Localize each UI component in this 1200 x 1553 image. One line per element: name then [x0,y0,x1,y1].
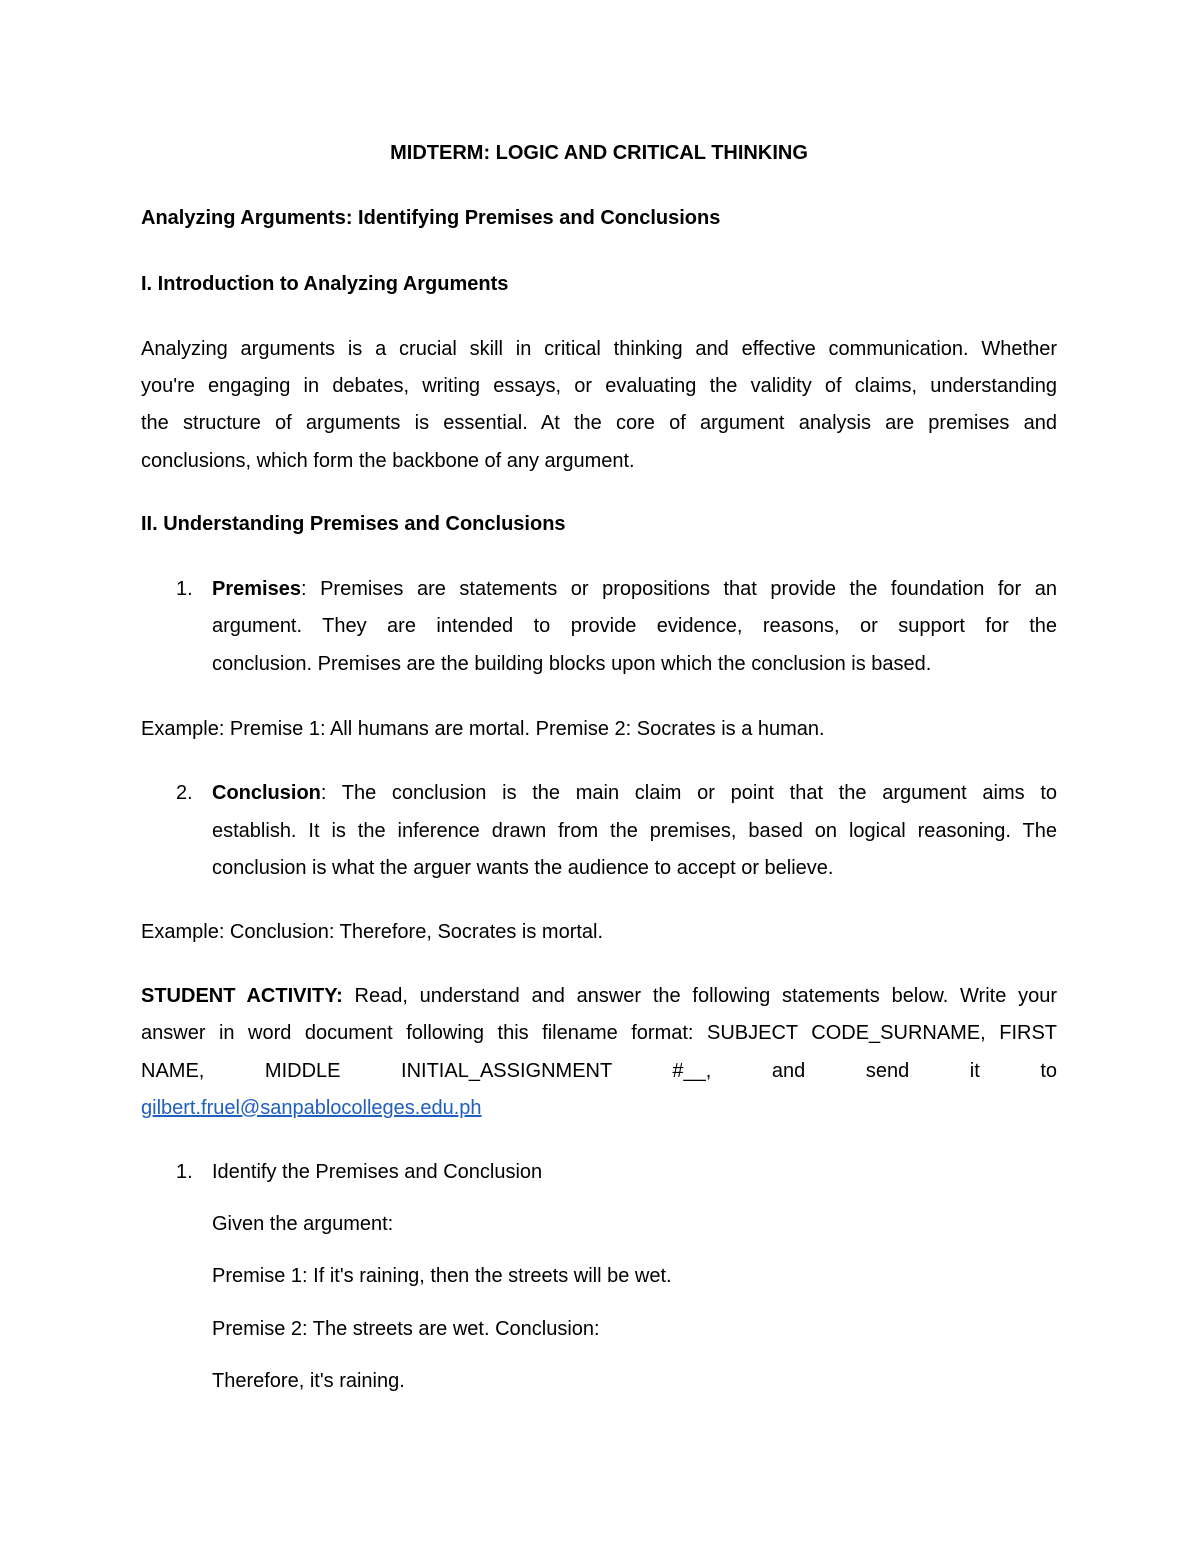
document-subtitle: Analyzing Arguments: Identifying Premises and Conclusions [141,207,721,229]
activity-instructions-text: Read, understand and answer the following statements below. Write your [342,985,1057,1007]
list-number: 1. [176,578,193,600]
premise-example: Example: Premise 1: All humans are mortal. Premise 2: Socrates is a human. [141,718,825,740]
intro-paragraph-line: you're engaging in debates, writing essays, or evaluating the validity of claims, understanding [141,375,1057,397]
premises-definition-text: : Premises are statements or propositions that provide the foundation for an [300,578,1057,600]
question-title: Identify the Premises and Conclusion [212,1161,543,1183]
intro-paragraph-line: conclusions, which form the backbone of any argument. [141,450,635,472]
section-heading-understanding: II. Understanding Premises and Conclusions [141,513,566,535]
intro-paragraph-line: Analyzing arguments is a crucial skill in critical thinking and effective communication. Whether [141,338,1057,360]
conclusion-definition-line: conclusion is what the arguer wants the audience to accept or believe. [212,857,834,879]
intro-paragraph-line: the structure of arguments is essential. At the core of argument analysis are premises and [141,412,1057,434]
premises-definition-line: conclusion. Premises are the building blocks upon which the conclusion is based. [212,653,932,675]
activity-instructions-line [141,984,1057,1008]
question-given: Given the argument: [212,1213,394,1235]
activity-email-line [141,1096,482,1120]
document-title: MIDTERM: LOGIC AND CRITICAL THINKING [390,142,808,164]
conclusion-example: Example: Conclusion: Therefore, Socrates is mortal. [141,921,604,943]
email-link[interactable]: gilbert.fruel@sanpablocolleges.edu.ph [141,1097,482,1119]
conclusion-definition-line [212,781,1057,805]
premises-term: Premises [212,578,301,600]
conclusion-term: Conclusion [212,782,321,804]
question-conclusion: Therefore, it's raining. [212,1370,405,1392]
question-premise-1: Premise 1: If it's raining, then the streets will be wet. [212,1265,672,1287]
activity-instructions-line: NAME, MIDDLE INITIAL_ASSIGNMENT #__, and send it to [141,1060,1057,1082]
conclusion-definition-line: establish. It is the inference drawn from the premises, based on logical reasoning. The [212,820,1057,842]
premises-definition-line: argument. They are intended to provide evidence, reasons, or support for the [212,615,1057,637]
question-premise-2: Premise 2: The streets are wet. Conclusion: [212,1318,600,1340]
conclusion-definition-text: : The conclusion is the main claim or point that the argument aims to [320,782,1057,804]
premises-definition-line [212,577,1057,601]
document-page [141,0,1057,1553]
section-heading-introduction: I. Introduction to Analyzing Arguments [141,273,509,295]
activity-label: STUDENT ACTIVITY: [141,985,343,1007]
activity-instructions-line: answer in word document following this filename format: SUBJECT CODE_SURNAME, FIRST [141,1022,1057,1044]
list-number: 1. [176,1161,193,1183]
list-number: 2. [176,782,193,804]
